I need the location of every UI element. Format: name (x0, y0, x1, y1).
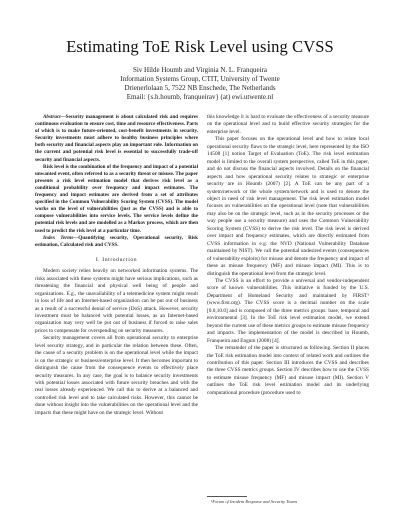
right-paragraph-1: this knowledge it is hard to evaluate the effectiveness of a security measure on the operational level and to build effective security strategies for the enterprise level. (207, 114, 369, 135)
right-paragraph-3: The CVSS is an effort to provide a universal and vendor-independent score of known vulnerabilities. This initiative is funded by the U.S. Department of Homeland Security and maintained by FIRST¹ (www.first.org). The CVSS score is a decimal number on the scale [0.0,10.0] and is composed of the three metrics groups: base, temporal and environmental [3]. In the ToE risk level estimation model, we extend beyond the current use of these metrics groups to estimate misuse frequency and impacts. The implementation of the model is described in Houmb, Franqueira and Engum (2008) [4]. (207, 277, 369, 344)
intro-paragraph-2: Security management covers all from operational security to enterprise level security strategy, and in particular the relation between these. Often, the cause of a security problem is on the operational level while the impact is on the strategic or business/enterprise level. It then becomes important to distinguish the cause from the consequence events to effectively place security measures. In any case, the goal is to balance security investments with potential losses associated with future security breaches and with the real losses already experienced. We call this to derive at a balanced and controlled risk level and to take calculated risks. However, this cannot be done without insight into the vulnerabilities on the operational level and the impacts that these might have on the strategic level. Without (35, 335, 198, 416)
right-column (207, 114, 369, 397)
right-paragraph-4: The remainder of the paper is structured as following. Section II places the ToE risk estimation model into context of related work and outlines the contribution of this paper. Section III introduces the CVSS and describes the three CVSS metrics groups. Section IV describes how to use the CVSS to estimate misuse frequency (MF) and misuse impact (MI). Section V outlines the ToE risk level estimation model and its underlying computational procedure (procedure used to (207, 345, 369, 396)
index-terms-label: Index Terms (43, 234, 74, 241)
author-affiliation: Information Systems Group, CTIT, University of Twente (120, 75, 280, 83)
index-terms-text: —Quantifying security, Operational security, Risk estimation, Calculated risk and CVSS. (35, 234, 198, 248)
abstract-label: Abstract (43, 114, 61, 120)
author-email: Email: {s.h.houmb, franqueirav} (at) ewi.utwente.nl (126, 93, 274, 101)
section-heading-introduction: I. Introduction (95, 256, 138, 263)
abstract-paragraph-2: Risk level is the combination of the frequency and impact of a potential unwanted event, often referred to as a security threat or misuse. The paper presents a risk level estimation model that derives risk level as a conditional probability over frequency and impact estimates. The frequency and impact estimates are derived from a set of attributes specified in the Common Vulnerability Scoring System (CVSS). The model works on the level of vulnerabilities (just as the CVSS) and is able to compose vulnerabilities into service levels. The service levels define the potential risk levels and are modelled as a Markov process, which are then used to predict the risk level at a particular time. (35, 163, 198, 234)
footnote-divider (207, 496, 247, 497)
right-paragraph-2: This paper focuses on the operational level and how to relate local operational security flaws to the strategic level, here represented by the ISO 14508 [1] notion Target of Evaluation (ToE). The risk level estimation model is limited to the overall system perspective, called ToE in this paper, and do not discuss the financial aspects involved. Details on the financial aspects and how operational security relates to strategic or enterprise security are in Houmb (2007) [2]. A ToE can be any part of a system/network or the whole system/network and is used to denote the object in need of risk level management. The risk level estimation model focuses on vulnerabilities on the operational level (note that vulnerabilities may also be on the strategic level, such as in the security processes or the way people use a security measure) and uses the Common Vulnerability Scoring System (CVSS) to derive the risk level. The risk level is derived over impact and frequency estimates, which are directly estimated from CVSS information in e.g. the NVD (National Vulnerability Database maintained by NIST). We call the potential undesired events (consequences of vulnerability exploits) for misuse and denote the frequency and impact of these as misuse frequency (MF) and misuse impact (MI). This is to distinguish the operational level from the strategic level. (207, 136, 369, 277)
intro-paragraph-1: Modern society relies heavily on networked information systems. The risks associated with these systems might have serious implications, such as threatening the financial and physical well being of people and organizations. E.g., the unavailability of a telemedicine system might result in loss of life and an Internet-based organization can be put out of business as a result of a successful denial of service (DoS) attack. However, security investment must be balanced with potential losses, as an Internet-based organization may very well be put out of business if forced to raise sales prices to compensate for overspending on security measures. (35, 268, 198, 334)
paper-title: Estimating ToE Risk Level using CVSS (66, 37, 334, 56)
author-names: Siv Hilde Houmb and Virginia N. L. Franqueira (132, 66, 268, 74)
index-terms (35, 235, 198, 249)
author-block (0, 66, 400, 102)
left-column (35, 114, 198, 417)
author-address: Drienerlolaan 5, 7522 NB Enschede, The Netherlands (124, 84, 276, 92)
abstract-text-1: —Security management is about calculated risk and requires continuous evaluation to ensure cost, time and resource effectiveness. Parts of which is to make future-oriented, cost-benefit investments in security. Security investments must adhere to healthy business principles where both security and financial aspects play an important role. Information on the current and potential risk level is essential to successfully trade-off security and financial aspects. (35, 114, 198, 163)
abstract-paragraph-1 (35, 114, 198, 164)
footnote: ¹Forum of Incident Response and Security Teams (211, 499, 298, 504)
